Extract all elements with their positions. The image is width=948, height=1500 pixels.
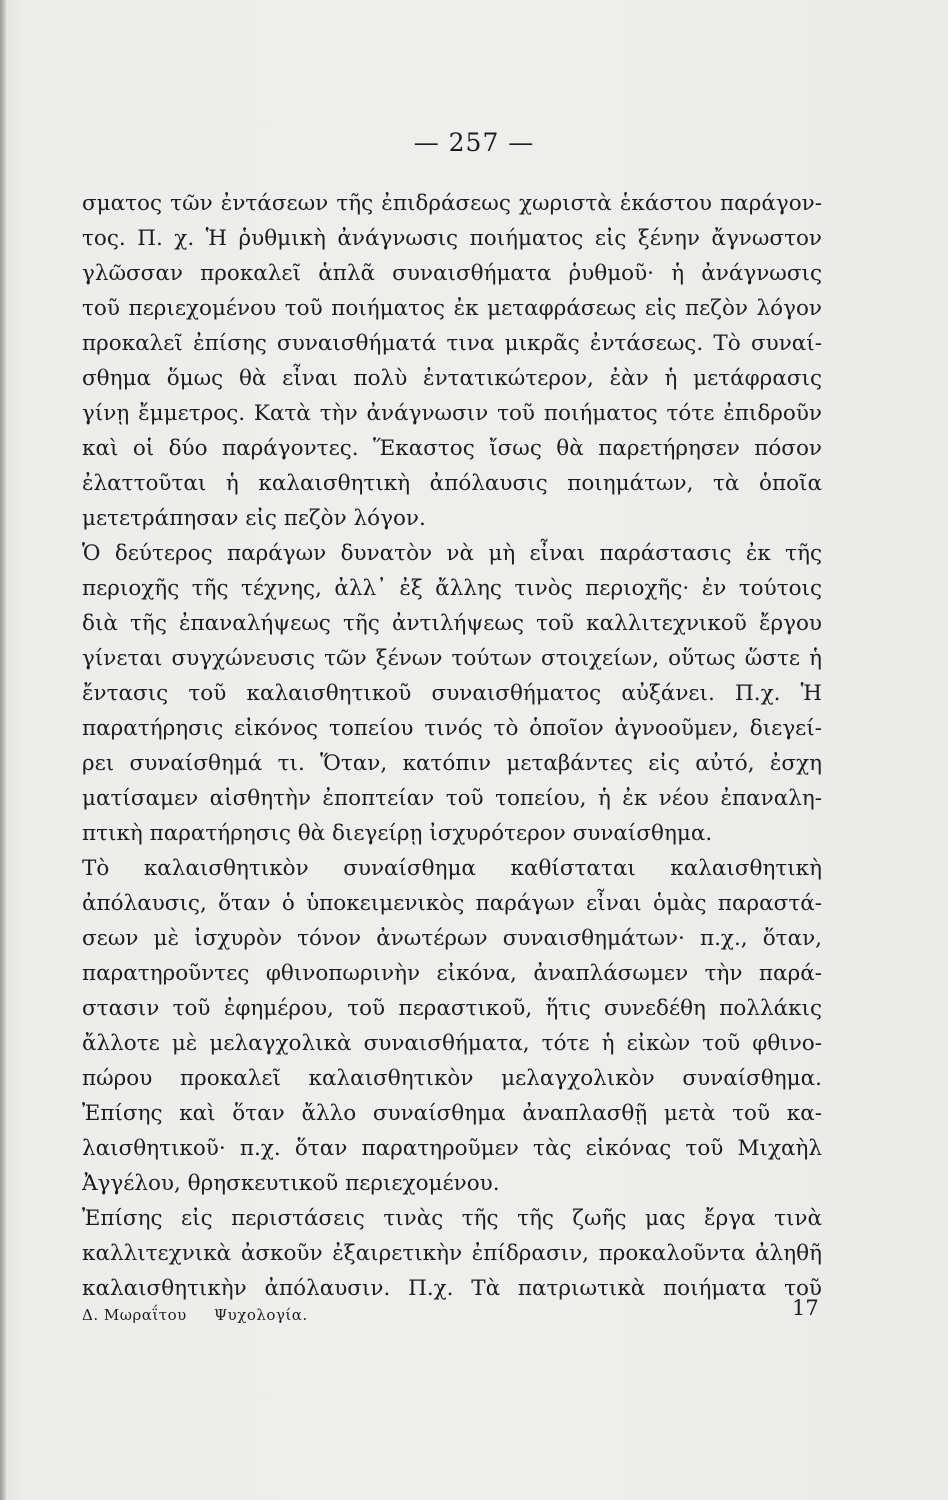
text-line: Τὸ καλαισθητικὸν συναίσθημα καθίσταται καλαισθητικὴ	[82, 856, 822, 881]
text-line: διὰ τῆς ἐπαναλήψεως τῆς ἀντιλήψεως τοῦ καλλιτεχνικοῦ ἔργου	[82, 611, 822, 636]
text-line: μετετράπησαν εἰς πεζὸν λόγον.	[82, 506, 426, 531]
text-line: σματος τῶν ἐντάσεων τῆς ἐπιδράσεως χωριστὰ ἑκάστου παράγον-	[82, 191, 822, 216]
footer-title: Ψυχολογία.	[214, 1306, 308, 1324]
page-number: — 257 —	[413, 128, 535, 157]
text-line: Ἐπίσης εἰς περιστάσεις τινὰς τῆς τῆς ζωῆς μας ἔργα τινὰ	[82, 1206, 822, 1231]
text-line: Ἐπίσης καὶ ὅταν ἄλλο συναίσθημα ἀναπλασθῇ μετὰ τοῦ κα-	[82, 1101, 822, 1126]
text-line: λαισθητικοῦ· π.χ. ὅταν παρατηροῦμεν τὰς εἰκόνας τοῦ Μιχαὴλ	[82, 1136, 822, 1161]
signature-mark: 17	[792, 1296, 819, 1320]
text-line: τος. Π. χ. Ἡ ῥυθμικὴ ἀνάγνωσις ποιήματος εἰς ξένην ἄγνωστον	[82, 226, 822, 251]
text-line: Ὁ δεύτερος παράγων δυνατὸν νὰ μὴ εἶναι παράστασις ἐκ τῆς	[82, 541, 822, 566]
text-line: πτικὴ παρατήρησις θὰ διεγείρῃ ἰσχυρότερον συναίσθημα.	[82, 821, 713, 846]
text-line: καλλιτεχνικὰ ἀσκοῦν ἐξαιρετικὴν ἐπίδρασιν, προκαλοῦντα ἀληθῆ	[82, 1241, 822, 1266]
text-line: πώρου προκαλεῖ καλαισθητικὸν μελαγχολικὸν συναίσθημα.	[82, 1066, 822, 1091]
text-line: προκαλεῖ ἐπίσης συναισθήματά τινα μικρᾶς ἐντάσεως. Τὸ συναί-	[82, 331, 822, 356]
text-line: παρατηροῦντες φθινοπωρινὴν εἰκόνα, ἀναπλάσωμεν τὴν παρά-	[82, 961, 822, 986]
text-line: γίνῃ ἔμμετρος. Κατὰ τὴν ἀνάγνωσιν τοῦ ποιήματος τότε ἐπιδροῦν	[82, 401, 822, 426]
footer-author: Δ. Μωραΐτου	[82, 1306, 187, 1324]
text-line: στασιν τοῦ ἐφημέρου, τοῦ περαστικοῦ, ἥτις συνεδέθη πολλάκις	[82, 996, 822, 1021]
text-line: γίνεται συγχώνευσις τῶν ξένων τούτων στοιχείων, οὕτως ὥστε ἡ	[82, 646, 822, 671]
text-line: ρει συναίσθημά τι. Ὅταν, κατόπιν μεταβάντες εἰς αὐτό, ἐσχη	[82, 751, 822, 776]
text-line: ἐλαττοῦται ἡ καλαισθητικὴ ἀπόλαυσις ποιημάτων, τὰ ὁποῖα	[82, 471, 822, 496]
text-line: Ἀγγέλου, θρησκευτικοῦ περιεχομένου.	[82, 1171, 500, 1196]
text-line: περιοχῆς τῆς τέχνης, ἀλλ᾽ ἐξ ἄλλης τινὸς περιοχῆς· ἐν τούτοις	[82, 576, 822, 601]
text-line: καὶ οἱ δύο παράγοντες. Ἕκαστος ἴσως θὰ παρετήρησεν πόσον	[82, 436, 822, 461]
text-line: σθημα ὅμως θὰ εἶναι πολὺ ἐντατικώτερον, ἐὰν ἡ μετάφρασις	[82, 366, 822, 391]
text-line: σεων μὲ ἰσχυρὸν τόνον ἀνωτέρων συναισθημάτων· π.χ., ὅταν,	[82, 926, 822, 951]
text-line: ματίσαμεν αἰσθητὴν ἐποπτείαν τοῦ τοπείου, ἡ ἐκ νέου ἐπαναλη-	[82, 786, 822, 811]
text-line: ἄλλοτε μὲ μελαγχολικὰ συναισθήματα, τότε ἡ εἰκὼν τοῦ φθινο-	[82, 1031, 822, 1056]
text-line: καλαισθητικὴν ἀπόλαυσιν. Π.χ. Τὰ πατριωτικὰ ποιήματα τοῦ	[82, 1276, 822, 1301]
binding-edge	[0, 0, 6, 1500]
text-line: τοῦ περιεχομένου τοῦ ποιήματος ἐκ μεταφράσεως εἰς πεζὸν λόγον	[82, 296, 822, 321]
text-line: ἀπόλαυσις, ὅταν ὁ ὑποκειμενικὸς παράγων εἶναι ὁμὰς παραστά-	[82, 891, 822, 916]
body-text	[82, 186, 822, 1306]
text-line: γλῶσσαν προκαλεῖ ἁπλᾶ συναισθήματα ῥυθμοῦ· ἡ ἀνάγνωσις	[82, 261, 822, 286]
footer-signature	[82, 1306, 308, 1324]
text-line: παρατήρησις εἰκόνος τοπείου τινός τὸ ὁποῖον ἀγνοοῦμεν, διεγεί-	[82, 716, 822, 741]
text-line: ἔντασις τοῦ καλαισθητικοῦ συναισθήματος αὐξάνει. Π.χ. Ἡ	[82, 681, 822, 706]
